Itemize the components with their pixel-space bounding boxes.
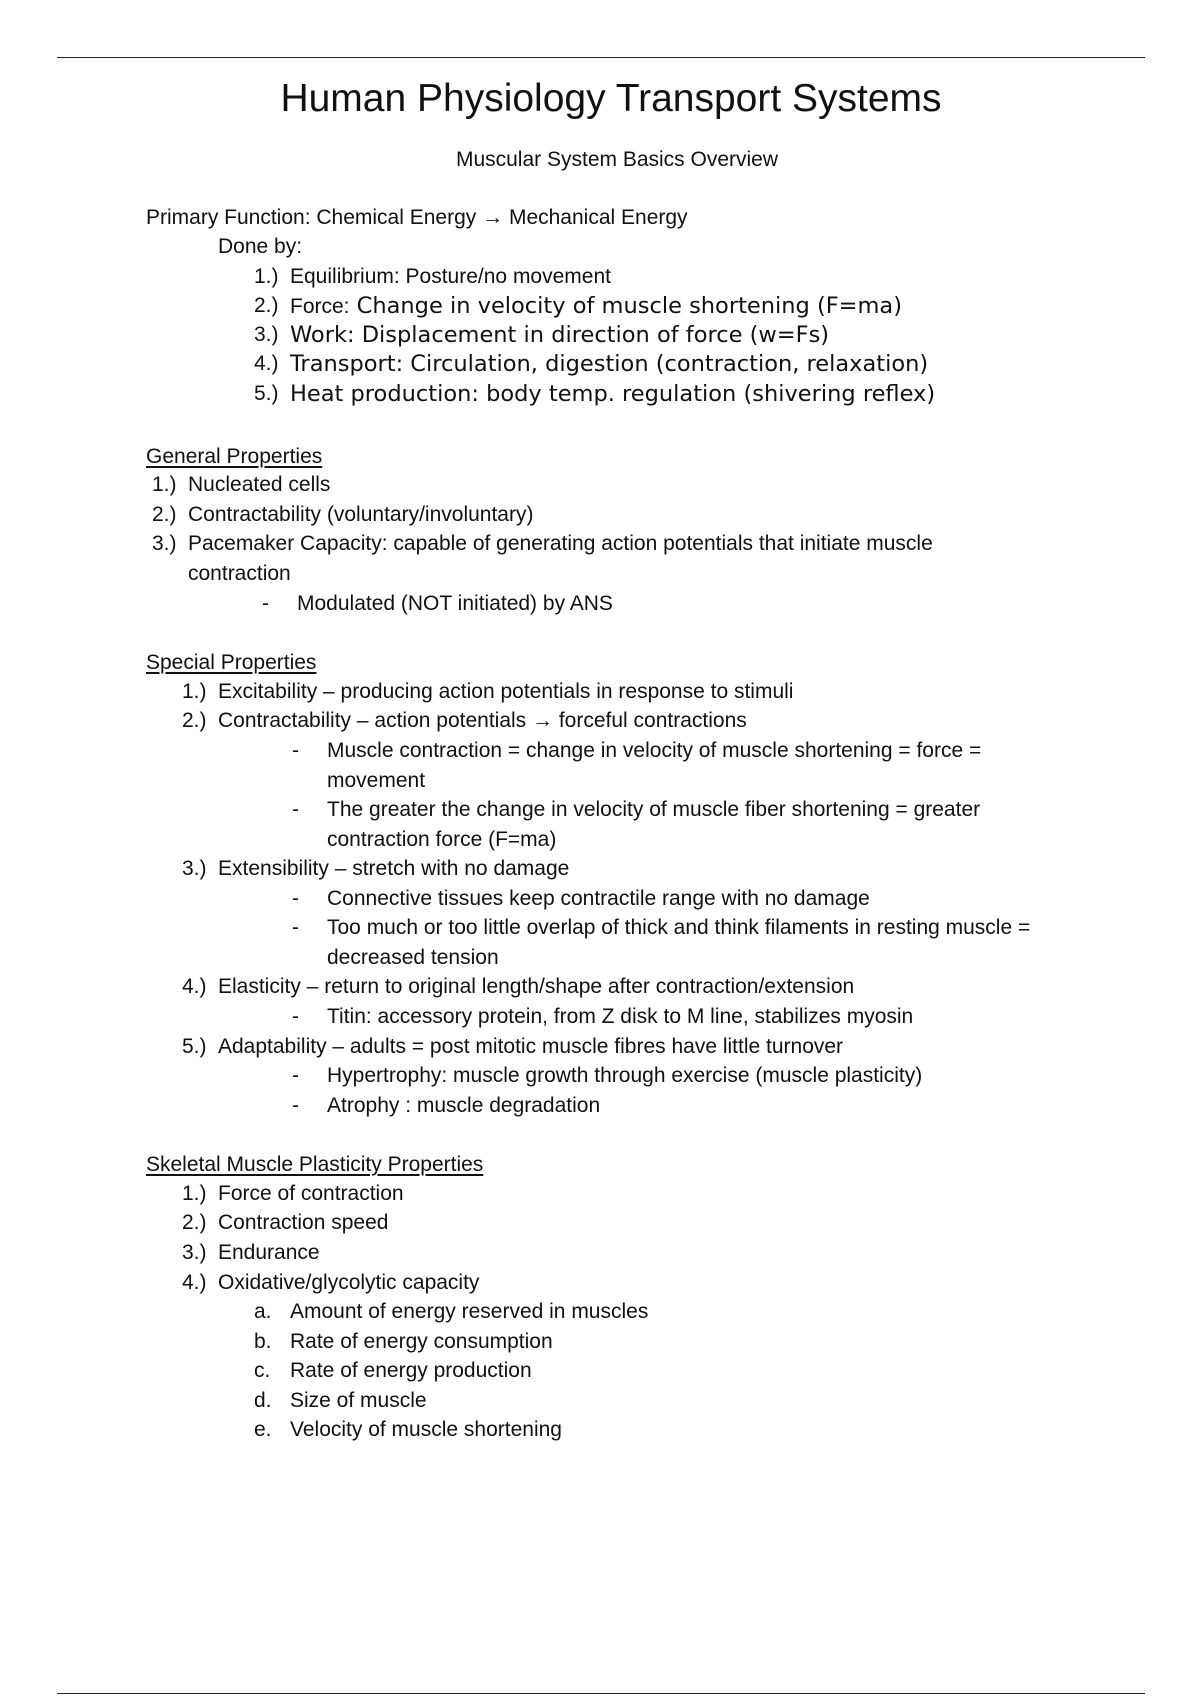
bullet-dash: -	[292, 798, 299, 821]
sub-item: Atrophy : muscle degradation	[327, 1094, 601, 1117]
general-properties-heading: General Properties	[146, 445, 323, 468]
sub-item: Hypertrophy: muscle growth through exercise (muscle plasticity)	[327, 1064, 923, 1087]
list-item	[290, 292, 902, 321]
list-item: Elasticity – return to original length/shape after contraction/extension	[218, 975, 855, 998]
list-item: Contraction speed	[218, 1211, 389, 1234]
list-number: 3.)	[182, 1241, 207, 1264]
list-number: 2.)	[182, 1211, 207, 1234]
list-number: 2.)	[182, 709, 207, 732]
list-item: Transport: Circulation, digestion (contraction, relaxation)	[290, 351, 929, 377]
bottom-rule	[57, 1693, 1145, 1694]
list-item: Contractability – action potentials → forceful contractions	[218, 709, 747, 732]
bullet-dash: -	[292, 916, 299, 939]
bullet-dash: -	[292, 1094, 299, 1117]
list-number: 3.)	[254, 323, 279, 346]
list-letter: d.	[254, 1389, 272, 1412]
list-number: 5.)	[182, 1035, 207, 1058]
sub-item-continuation: movement	[327, 769, 426, 792]
top-rule	[57, 57, 1145, 58]
list-item: Force of contraction	[218, 1182, 404, 1205]
list-number: 4.)	[254, 352, 279, 375]
list-number: 4.)	[182, 1271, 207, 1294]
list-letter: b.	[254, 1330, 272, 1353]
bullet-dash: -	[292, 1005, 299, 1028]
sub-item: Muscle contraction = change in velocity of muscle shortening = force =	[327, 739, 982, 762]
list-item: Contractability (voluntary/involuntary)	[188, 503, 534, 526]
list-letter: e.	[254, 1418, 272, 1441]
sub-item: Velocity of muscle shortening	[290, 1418, 562, 1441]
done-by-label: Done by:	[218, 235, 303, 258]
document-title: Human Physiology Transport Systems	[280, 77, 942, 120]
list-item: Excitability – producing action potentials in response to stimuli	[218, 680, 794, 703]
special-properties-heading: Special Properties	[146, 651, 317, 674]
sub-item: Rate of energy consumption	[290, 1330, 553, 1353]
list-number: 5.)	[254, 382, 279, 405]
list-item: Oxidative/glycolytic capacity	[218, 1271, 480, 1294]
list-number: 2.)	[152, 503, 177, 526]
bullet-dash: -	[292, 887, 299, 910]
list-item: Work: Displacement in direction of force (w=Fs)	[290, 322, 830, 348]
list-number: 4.)	[182, 975, 207, 998]
sub-item: Connective tissues keep contractile range with no damage	[327, 887, 870, 910]
sub-item: Titin: accessory protein, from Z disk to M line, stabilizes myosin	[327, 1005, 914, 1028]
list-item: Endurance	[218, 1241, 320, 1264]
list-number: 1.)	[152, 473, 177, 496]
list-number: 1.)	[182, 1182, 207, 1205]
list-number: 1.)	[254, 265, 279, 288]
list-number: 3.)	[152, 532, 177, 555]
sub-item: Modulated (NOT initiated) by ANS	[297, 592, 613, 615]
sub-item-continuation: decreased tension	[327, 946, 499, 969]
sub-item: The greater the change in velocity of muscle fiber shortening = greater	[327, 798, 981, 821]
list-number: 1.)	[182, 680, 207, 703]
list-item-prefix: Force:	[290, 295, 350, 318]
sub-item: Amount of energy reserved in muscles	[290, 1300, 649, 1323]
bullet-dash: -	[262, 592, 269, 615]
plasticity-heading: Skeletal Muscle Plasticity Properties	[146, 1153, 484, 1176]
list-item-text: Change in velocity of muscle shortening (F=ma)	[349, 293, 902, 319]
list-number: 3.)	[182, 857, 207, 880]
sub-item: Too much or too little overlap of thick and think filaments in resting muscle =	[327, 916, 1031, 939]
bullet-dash: -	[292, 1064, 299, 1087]
list-number: 2.)	[254, 294, 279, 317]
list-item: Extensibility – stretch with no damage	[218, 857, 570, 880]
list-item: Heat production: body temp. regulation (shivering reflex)	[290, 381, 936, 407]
sub-item-continuation: contraction force (F=ma)	[327, 828, 557, 851]
list-letter: c.	[254, 1359, 271, 1382]
document-subtitle: Muscular System Basics Overview	[455, 148, 779, 171]
sub-item: Size of muscle	[290, 1389, 427, 1412]
primary-function-line: Primary Function: Chemical Energy → Mechanical Energy	[146, 206, 688, 229]
list-item: Nucleated cells	[188, 473, 331, 496]
sub-item: Rate of energy production	[290, 1359, 532, 1382]
list-item: Adaptability – adults = post mitotic muscle fibres have little turnover	[218, 1035, 844, 1058]
bullet-dash: -	[292, 739, 299, 762]
list-item: Pacemaker Capacity: capable of generating action potentials that initiate muscle	[188, 532, 933, 555]
list-item-continuation: contraction	[188, 562, 291, 585]
list-item: Equilibrium: Posture/no movement	[290, 265, 611, 288]
list-letter: a.	[254, 1300, 272, 1323]
